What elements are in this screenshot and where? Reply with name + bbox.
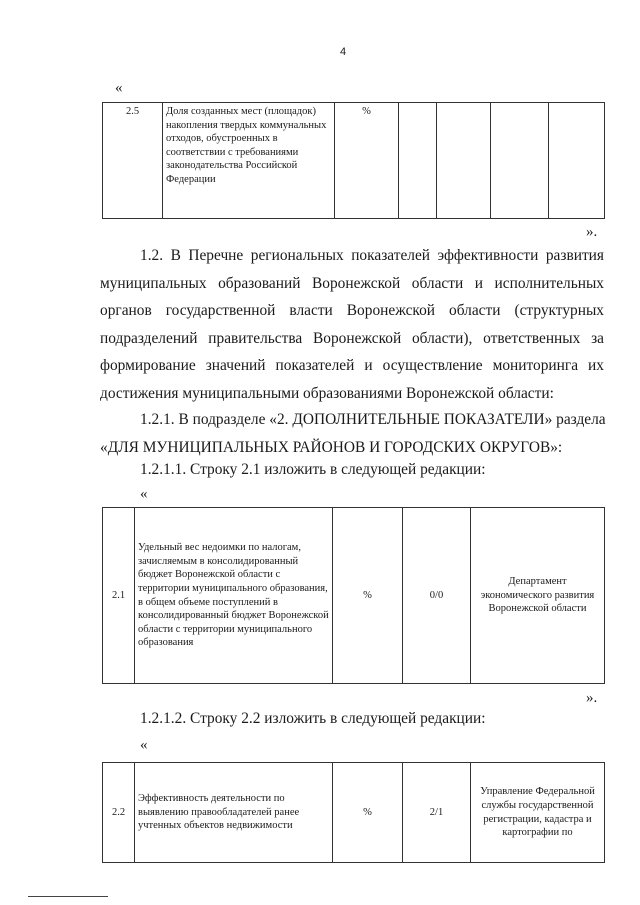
value: 0/0 xyxy=(403,508,471,684)
text-line: формирование значений показателей и осуществление мониторинга их xyxy=(100,357,604,374)
text-line: муниципальных образований Воронежской области и исполнительных xyxy=(100,274,604,292)
quote-close-1: ». xyxy=(586,224,598,240)
row-number: 2.2 xyxy=(103,763,135,863)
table-row-2-2 xyxy=(102,762,605,863)
quote-open-1: « xyxy=(115,80,123,96)
paragraph-1-2 xyxy=(100,242,604,407)
text-line: «ДЛЯ МУНИЦИПАЛЬНЫХ РАЙОНОВ И ГОРОДСКИХ ОКРУГОВ»: xyxy=(100,438,563,456)
value: 2/1 xyxy=(403,763,471,863)
unit: % xyxy=(335,103,399,219)
text-line: органов государственной власти Воронежской области (структурных xyxy=(100,302,604,319)
text-line: 1.2. В Перечне региональных показателей эффективности развития xyxy=(140,247,604,264)
text-line: достижения муниципальными образованиями Воронежской области: xyxy=(100,384,554,402)
responsible-body: Департамент экономического развития Воронежской области xyxy=(471,508,605,684)
indicator-name: Доля созданных мест (площадок) накопления твердых коммунальных отходов, обустроенных в соответствии с требованиями законодательства Российской Федерации xyxy=(163,103,335,219)
text-line: 1.2.1. В подразделе «2. ДОПОЛНИТЕЛЬНЫЕ ПОКАЗАТЕЛИ» раздела xyxy=(140,411,606,428)
responsible-body: Управление Федеральной службы государственной регистрации, кадастра и картографии по xyxy=(471,763,605,863)
empty-cell xyxy=(399,103,437,219)
empty-cell xyxy=(491,103,549,219)
quote-close-2: ». xyxy=(586,690,598,706)
indicator-name: Эффективность деятельности по выявлению правообладателей ранее учтенных объектов недвижимости xyxy=(135,763,333,863)
quote-open-2: « xyxy=(140,486,148,502)
empty-cell xyxy=(437,103,491,219)
table-row-2-1 xyxy=(102,507,605,684)
unit: % xyxy=(333,763,403,863)
paragraph-1-2-1-2: 1.2.1.2. Строку 2.2 изложить в следующей редакции: xyxy=(140,710,486,727)
text-line: подразделений правительства Воронежской области), ответственных за xyxy=(100,329,604,347)
empty-cell xyxy=(549,103,605,219)
paragraph-1-2-1 xyxy=(100,406,604,461)
footnote-divider xyxy=(28,896,108,897)
row-number: 2.5 xyxy=(103,103,163,219)
table-row-2-5 xyxy=(102,102,605,219)
unit: % xyxy=(333,508,403,684)
page-number: 4 xyxy=(340,46,347,58)
indicator-name: Удельный вес недоимки по налогам, зачисляемым в консолидированный бюджет Воронежской области с территории муниципального образования, в общем объеме поступлений в консолидированный бюджет Воронежской области с территории муниципального образования xyxy=(135,508,333,684)
paragraph-1-2-1-1: 1.2.1.1. Строку 2.1 изложить в следующей редакции: xyxy=(140,461,486,478)
row-number: 2.1 xyxy=(103,508,135,684)
quote-open-3: « xyxy=(140,737,148,753)
